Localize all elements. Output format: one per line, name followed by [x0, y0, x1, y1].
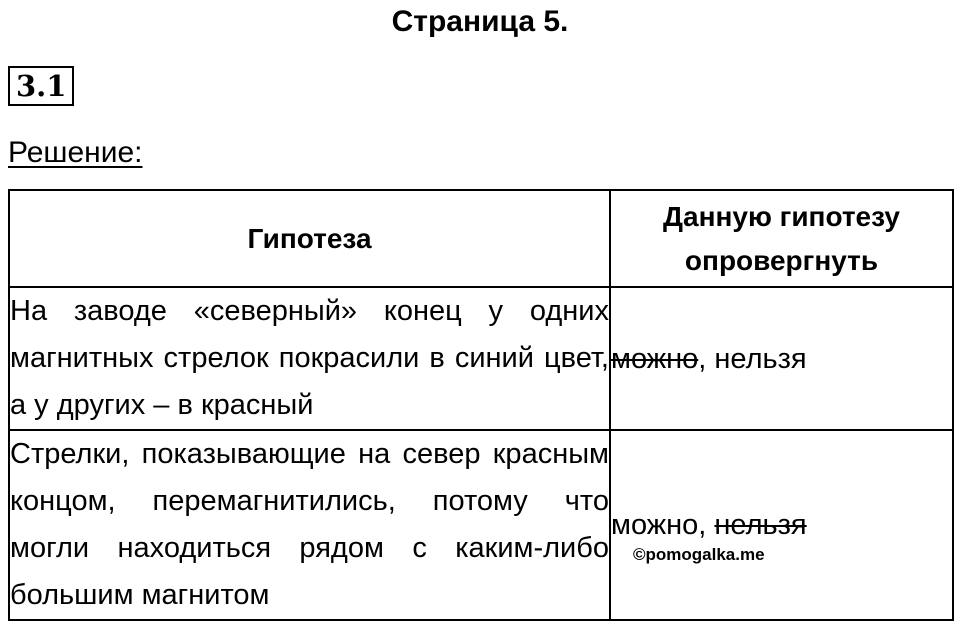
option-separator: ,: [698, 509, 715, 541]
table-header-row: [9, 190, 953, 287]
header-refute: Данную гипотезу опровергнуть: [610, 190, 953, 287]
option-can: можно: [611, 509, 699, 541]
hypothesis-text: Стрелки, показывающие на север красным концом, перемагнитились, потому что могли находиться рядом с каким-либо большим магнитом: [9, 430, 610, 620]
table-row: [9, 287, 953, 430]
task-number-box: 3.1: [8, 66, 74, 106]
option-cannot: нельзя: [714, 342, 807, 375]
answer-cell: [610, 430, 953, 620]
table-row: [9, 430, 953, 620]
solution-label: Решение:: [8, 136, 143, 169]
hypothesis-text: На заводе «северный» конец у одних магнитных стрелок покрасили в синий цвет, а у других – в красный: [9, 287, 610, 430]
hypothesis-table: [8, 189, 954, 621]
page-title: Страница 5.: [391, 5, 569, 38]
option-cannot-crossed: нельзя: [714, 509, 807, 541]
option-can-crossed: можно: [611, 342, 699, 375]
watermark: ©pomogalka.me: [633, 545, 765, 564]
header-hypothesis: Гипотеза: [9, 190, 610, 287]
option-separator: ,: [698, 342, 715, 375]
answer-cell: [610, 287, 953, 430]
